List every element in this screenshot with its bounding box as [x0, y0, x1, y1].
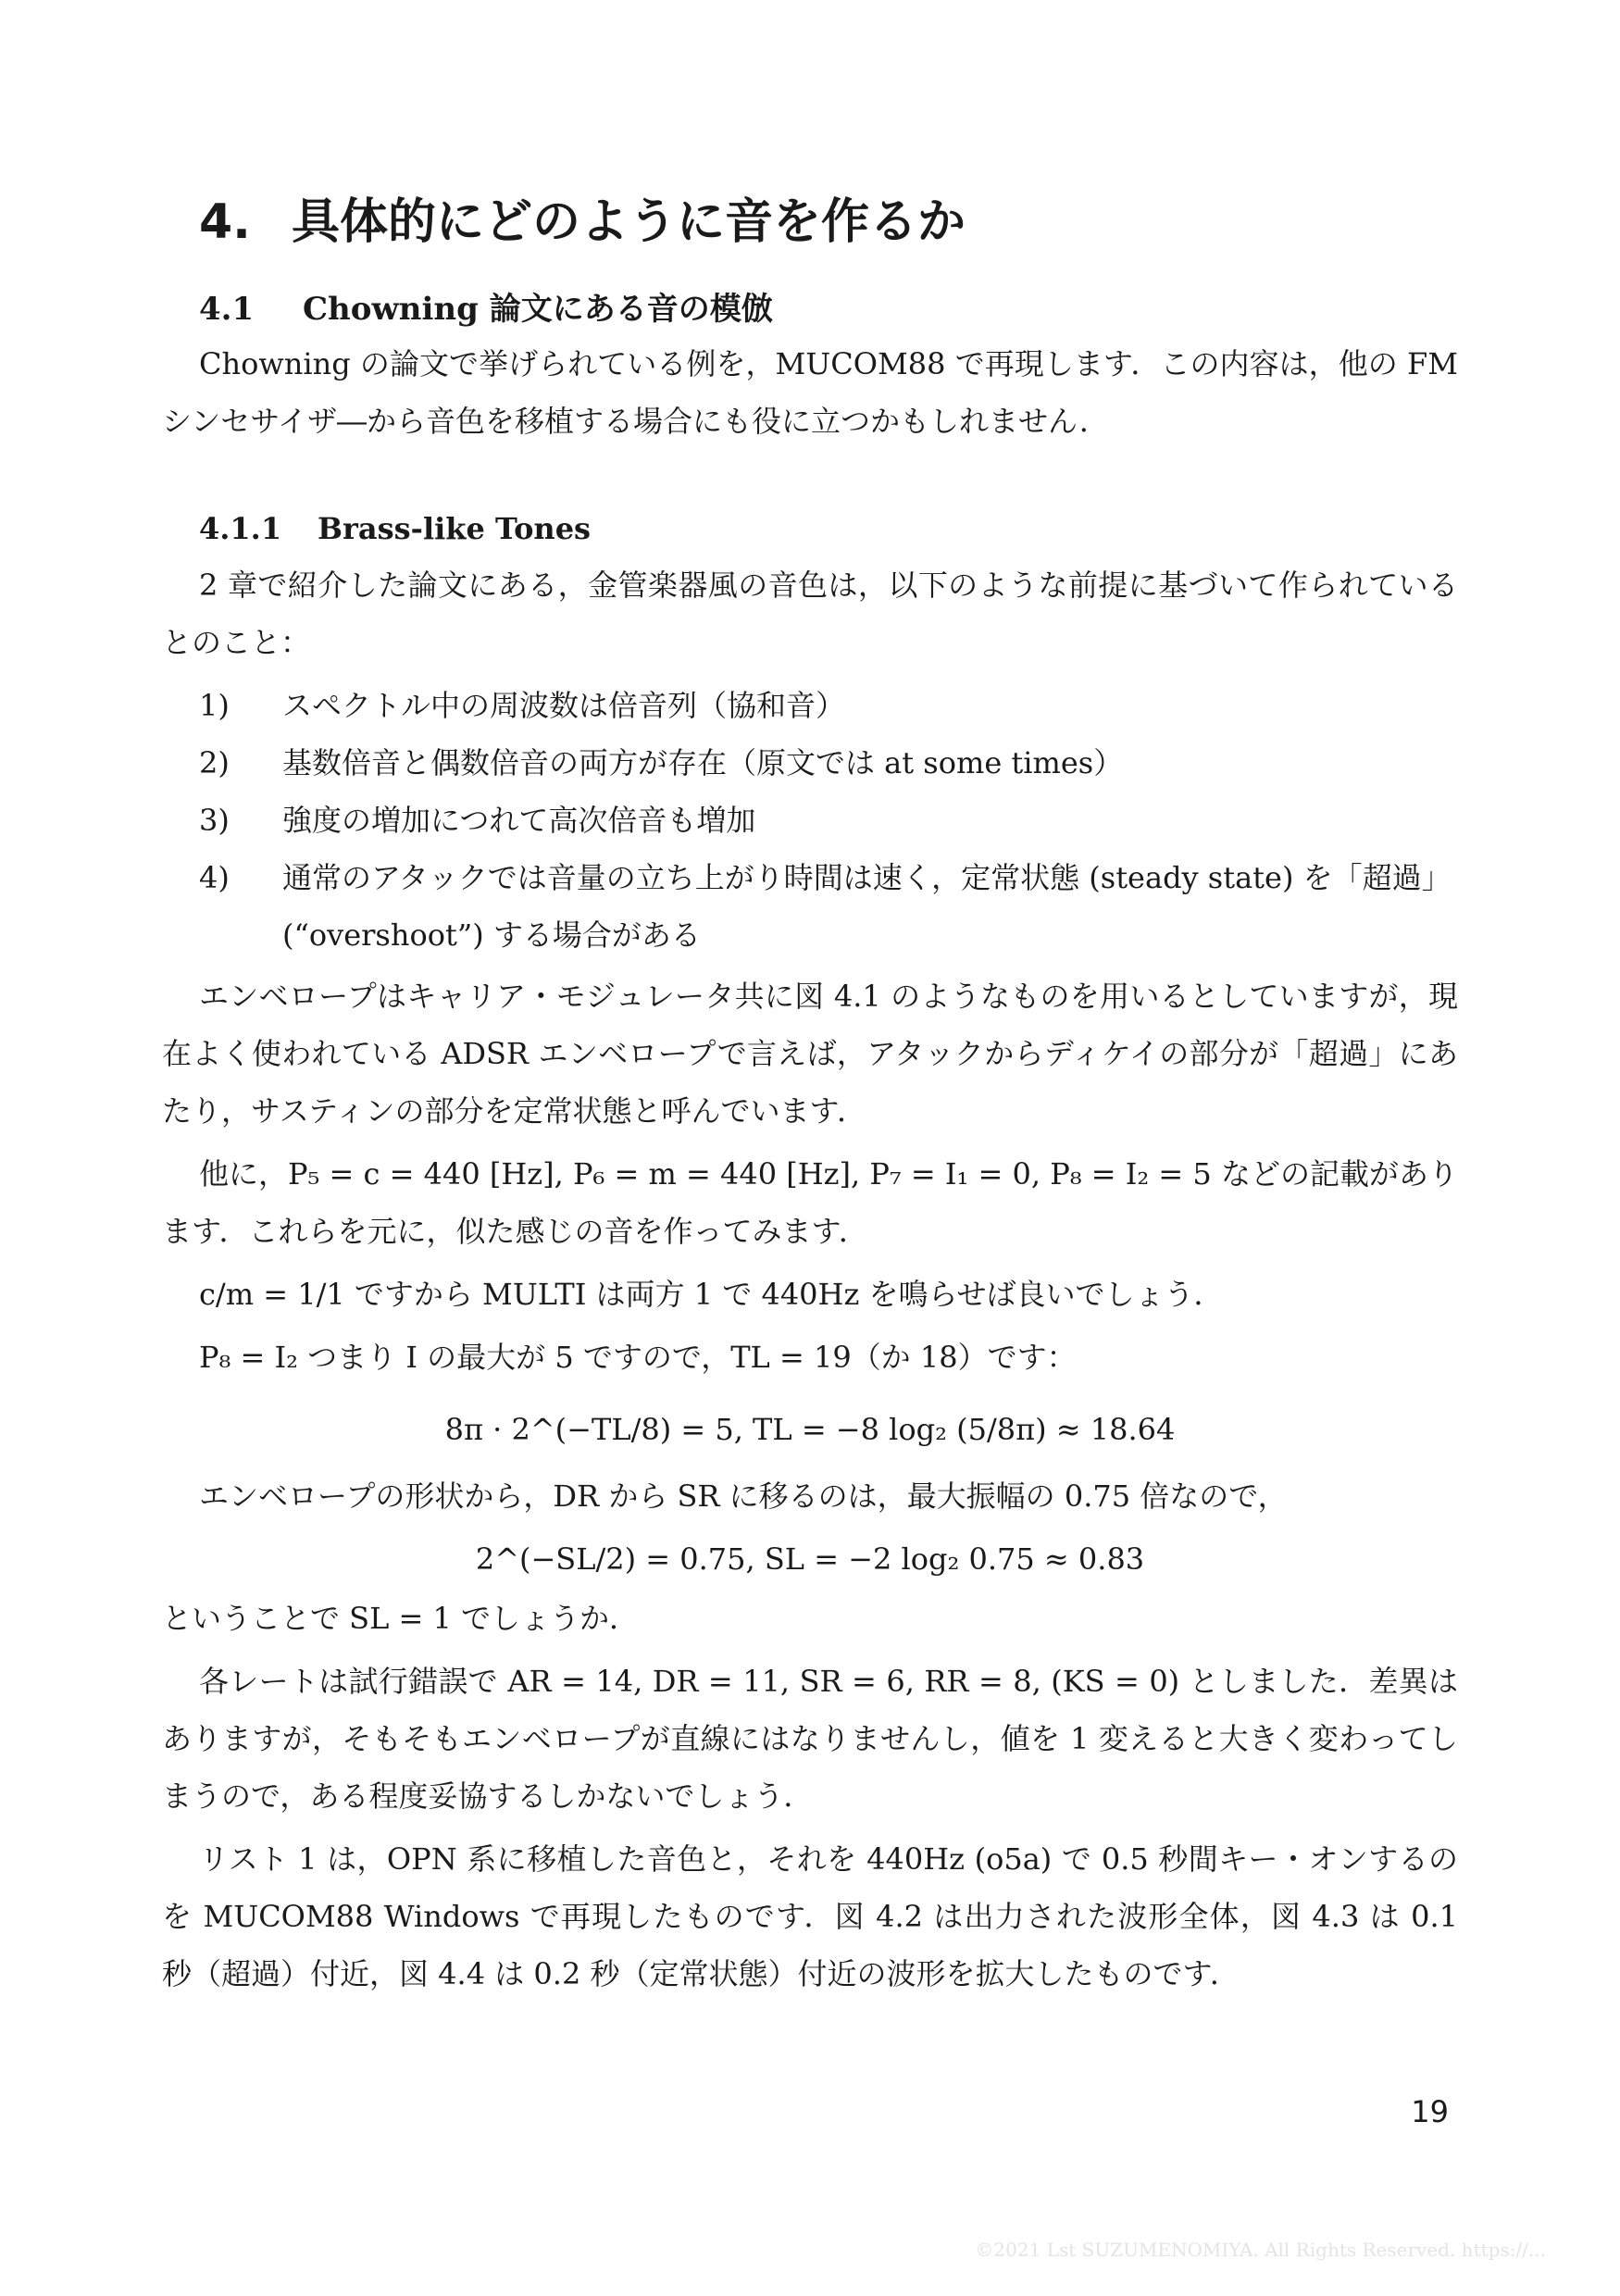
- chapter-title: 具体的にどのように音を作るか: [292, 194, 966, 250]
- listing-paragraph: リスト 1 は，OPN 系に移植した音色と，それを 440Hz (o5a) で 0.5 秒間キー・オンするのを MUCOM88 Windows で再現したものです．図 4.2 は出力された波形全体，図 4.3 は 0.1 秒（超過）付近，図 4.4 は 0.2 秒（定常状態）付近の波形を拡大したものです．: [162, 1841, 1458, 1991]
- list-marker: 1): [199, 688, 230, 723]
- section-title: Chowning 論文にある音の模倣: [303, 291, 773, 328]
- sl-equation: 2^(−SL/2) = 0.75, SL = −2 log₂ 0.75 ≈ 0.83: [475, 1541, 1145, 1577]
- section-intro-block: [162, 335, 1458, 455]
- subsection-heading: [199, 505, 591, 553]
- chapter-heading: [199, 190, 966, 255]
- list-item-text: スペクトル中の周波数は倍音列（協和音）: [282, 688, 846, 723]
- list-marker: 4): [199, 860, 230, 895]
- intro-paragraph: 2 章で紹介した論文にある，金管楽器風の音色は，以下のような前提に基づいて作られているとのこと：: [162, 568, 1458, 660]
- list-item-text: 基数倍音と偶数倍音の両方が存在（原文では at some times）: [282, 745, 1124, 780]
- list-item-text: 強度の増加につれて高次倍音も増加: [282, 803, 756, 838]
- sl-intro-paragraph: エンベロープの形状から，DR から SR に移るのは，最大振幅の 0.75 倍なので，: [199, 1479, 1288, 1514]
- tl-paragraph: P₈ = I₂ つまり I の最大が 5 ですので，TL = 19（か 18）です：: [199, 1340, 1077, 1375]
- tl-equation: 8π · 2^(−TL/8) = 5, TL = −8 log₂ (5/8π) ≈ 18.64: [444, 1412, 1176, 1447]
- list-item: [162, 792, 1458, 849]
- copyright-watermark: ©2021 Lst SUZUMENOMIYA. All Rights Reserved. https://...: [975, 2239, 1546, 2261]
- list-marker: 2): [199, 745, 230, 780]
- subsection-number: 4.1.1: [199, 511, 282, 546]
- premise-list: [162, 677, 1458, 964]
- section-intro-paragraph: Chowning の論文で挙げられている例を，MUCOM88 で再現します．この内容は，他の FM シンセサイザ―から音色を移植する場合にも役に立つかもしれません．: [162, 346, 1458, 439]
- chapter-number: 4.: [199, 194, 251, 250]
- subsection-title: Brass-like Tones: [318, 511, 592, 546]
- page-number: 19: [1411, 2094, 1449, 2129]
- section-number: 4.1: [199, 291, 255, 328]
- list-item-text: 通常のアタックでは音量の立ち上がり時間は速く，定常状態 (steady state) を「超過」(“overshoot”) する場合がある: [282, 860, 1452, 953]
- list-item: [162, 677, 1458, 734]
- parameters-paragraph: 他に，P₅ = c = 440 [Hz], P₆ = m = 440 [Hz], P₇ = I₁ = 0, P₈ = I₂ = 5 などの記載があります．これらを元に，似た感じの音を作ってみます．: [162, 1156, 1458, 1249]
- rates-paragraph: 各レートは試行錯誤で AR = 14, DR = 11, SR = 6, RR = 8, (KS = 0) としました．差異はありますが，そもそもエンベロープが直線にはなりませんし，値を 1 変えると大きく変わってしまうので，ある程度妥協するしかないでしょう．: [162, 1664, 1458, 1814]
- list-item: [162, 849, 1458, 964]
- list-marker: 3): [199, 803, 230, 838]
- list-item: [162, 734, 1458, 792]
- sl-result-paragraph: ということで SL = 1 でしょうか．: [162, 1601, 640, 1636]
- envelope-paragraph: エンベロープはキャリア・モジュレータ共に図 4.1 のようなものを用いるとしていますが，現在よく使われている ADSR エンベロープで言えば，アタックからディケイの部分が「超過」にあたり，サスティンの部分を定常状態と呼んでいます．: [162, 979, 1458, 1129]
- body-text: [162, 556, 1458, 2008]
- ratio-paragraph: c/m = 1/1 ですから MULTI は両方 1 で 440Hz を鳴らせば良いでしょう．: [199, 1277, 1224, 1312]
- section-heading: [199, 285, 773, 333]
